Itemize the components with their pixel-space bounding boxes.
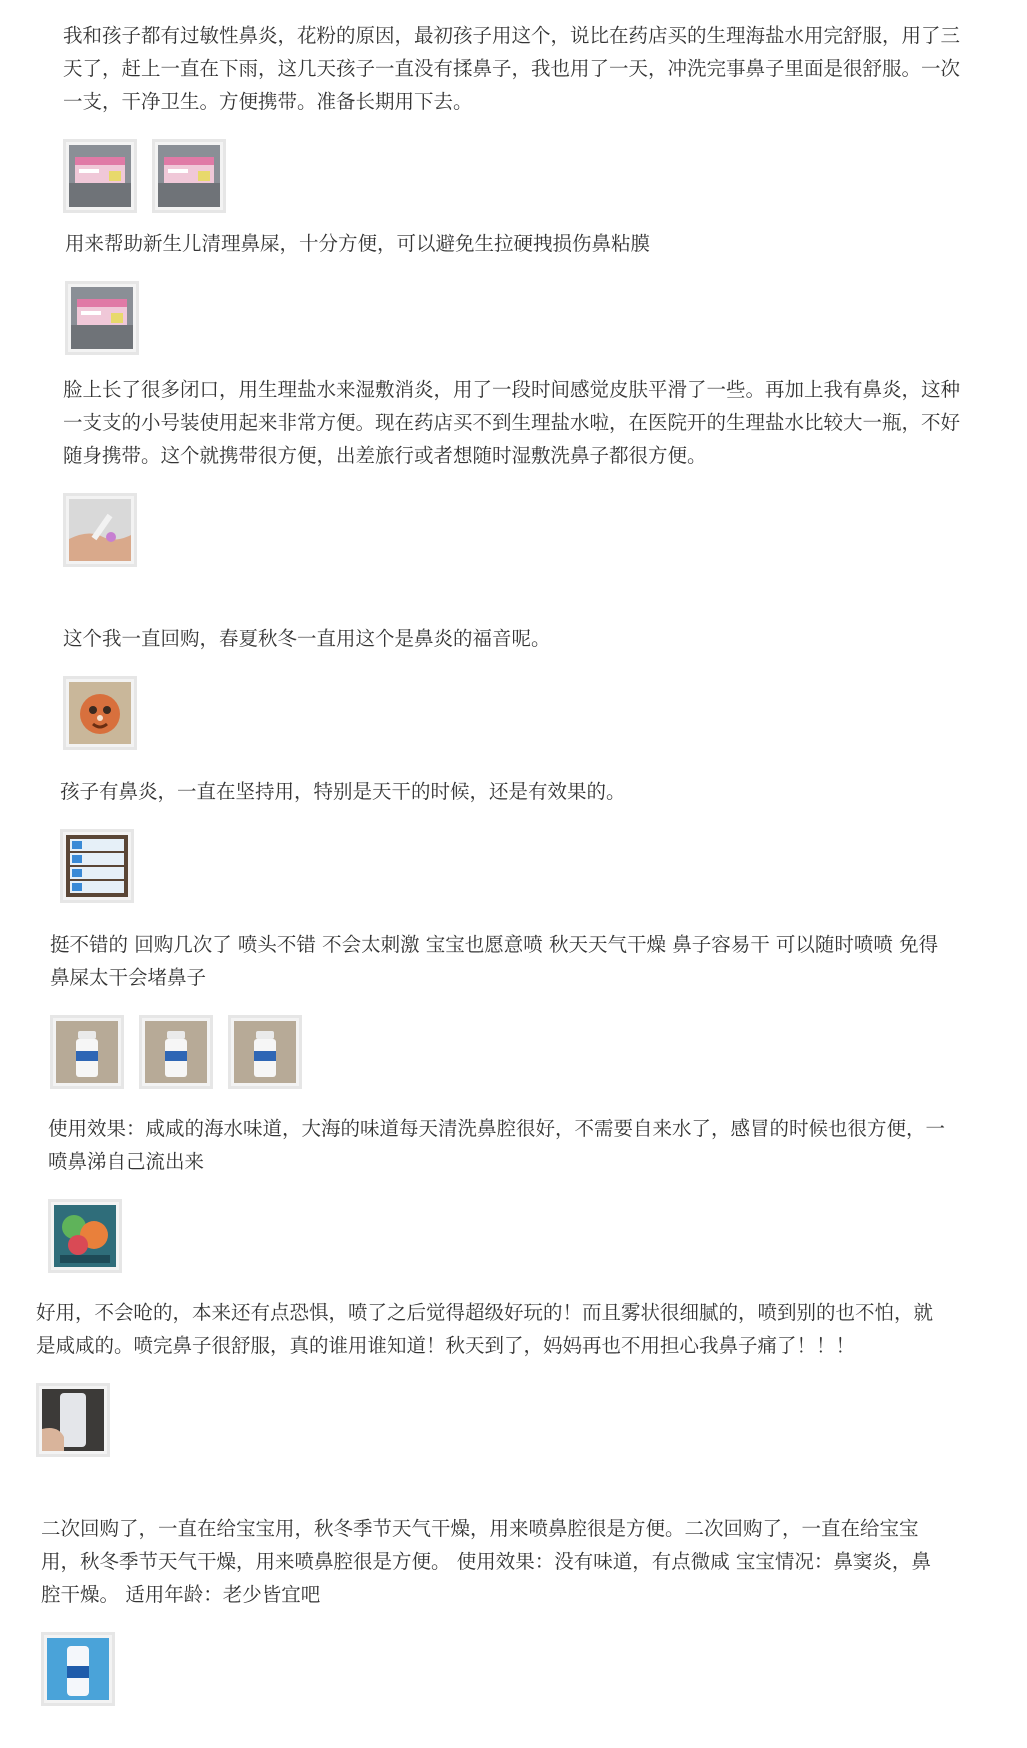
review-photos — [60, 829, 960, 903]
review-item — [48, 1112, 948, 1273]
review-item — [63, 19, 963, 213]
product-box-photo-icon — [158, 145, 220, 207]
bottle-in-hand-photo-icon — [42, 1389, 104, 1451]
review-text: 挺不错的 回购几次了 喷头不错 不会太刺激 宝宝也愿意喷 秋天天气干燥 鼻子容易干 可以随时喷喷 免得鼻屎太干会堵鼻子 — [50, 933, 939, 989]
spray-bottle-photo-icon — [145, 1021, 207, 1083]
review-photos — [63, 676, 963, 750]
review-photo-thumbnail[interactable] — [63, 139, 137, 213]
review-text: 孩子有鼻炎，一直在坚持用，特别是天干的时候，还是有效果的。 — [60, 780, 626, 803]
spray-bottle-photo-icon — [234, 1021, 296, 1083]
review-photo-thumbnail[interactable] — [41, 1632, 115, 1706]
review-photo-thumbnail[interactable] — [50, 1015, 124, 1089]
review-photo-thumbnail[interactable] — [63, 493, 137, 567]
review-photos — [63, 139, 963, 213]
review-item — [60, 775, 960, 903]
blue-bottle-photo-icon — [47, 1638, 109, 1700]
review-item — [65, 227, 965, 355]
review-photos — [48, 1199, 948, 1273]
review-text: 使用效果：咸咸的海水味道，大海的味道每天清洗鼻腔很好，不需要自来水了，感冒的时候也很方便，一喷鼻涕自己流出来 — [48, 1117, 946, 1173]
review-text: 这个我一直回购，春夏秋冬一直用这个是鼻炎的福音呢。 — [63, 627, 551, 650]
review-item — [41, 1512, 941, 1706]
spray-bottle-photo-icon — [56, 1021, 118, 1083]
pet-photo-icon — [69, 682, 131, 744]
hand-holding-ampoule-photo-icon — [69, 499, 131, 561]
boxes-stack-photo-icon — [66, 835, 128, 897]
review-photo-thumbnail[interactable] — [60, 829, 134, 903]
review-photos — [65, 281, 965, 355]
review-text: 用来帮助新生儿清理鼻屎，十分方便，可以避免生拉硬拽损伤鼻粘膜 — [65, 232, 651, 255]
review-item — [50, 928, 950, 1089]
review-photo-thumbnail[interactable] — [36, 1383, 110, 1457]
review-photo-thumbnail[interactable] — [152, 139, 226, 213]
review-photos — [50, 1015, 950, 1089]
review-text: 脸上长了很多闭口，用生理盐水来湿敷消炎，用了一段时间感觉皮肤平滑了一些。再加上我有鼻炎，这种一支支的小号装使用起来非常方便。现在药店买不到生理盐水啦，在医院开的生理盐水比较大一瓶，不好随身携带。这个就携带很方便，出差旅行或者想随时湿敷洗鼻子都很方便。 — [63, 378, 961, 467]
review-photo-thumbnail[interactable] — [228, 1015, 302, 1089]
review-text: 二次回购了，一直在给宝宝用，秋冬季节天气干燥，用来喷鼻腔很是方便。二次回购了，一直在给宝宝用，秋冬季节天气干燥，用来喷鼻腔很是方便。 使用效果：没有味道，有点微咸 宝宝情况：鼻窦炎，鼻腔干燥。 适用年龄：老少皆宜吧 — [41, 1517, 931, 1606]
review-photos — [41, 1632, 941, 1706]
cartoon-sticker-photo-icon — [54, 1205, 116, 1267]
review-item — [36, 1296, 936, 1457]
review-text: 我和孩子都有过敏性鼻炎，花粉的原因，最初孩子用这个，说比在药店买的生理海盐水用完舒服，用了三天了，赶上一直在下雨，这几天孩子一直没有揉鼻子，我也用了一天，冲洗完事鼻子里面是很舒服。一次一支，干净卫生。方便携带。准备长期用下去。 — [63, 24, 961, 113]
product-box-photo-icon — [71, 287, 133, 349]
review-photos — [63, 493, 963, 567]
review-photo-thumbnail[interactable] — [65, 281, 139, 355]
review-photos — [36, 1383, 936, 1457]
review-photo-thumbnail[interactable] — [48, 1199, 122, 1273]
review-item — [63, 622, 963, 750]
review-photo-thumbnail[interactable] — [63, 676, 137, 750]
product-box-photo-icon — [69, 145, 131, 207]
review-text: 好用，不会呛的，本来还有点恐惧，喷了之后觉得超级好玩的！而且雾状很细腻的，喷到别的也不怕，就是咸咸的。喷完鼻子很舒服，真的谁用谁知道！秋天到了，妈妈再也不用担心我鼻子痛了！！！ — [36, 1301, 934, 1357]
review-photo-thumbnail[interactable] — [139, 1015, 213, 1089]
review-item — [63, 373, 963, 567]
